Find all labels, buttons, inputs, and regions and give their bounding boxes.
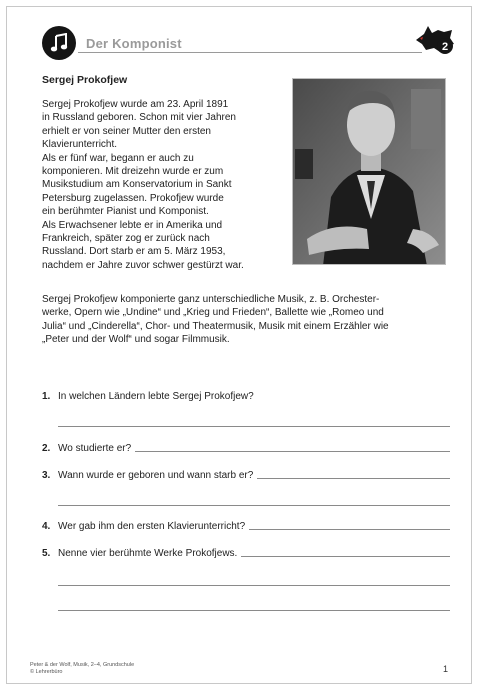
footer-source: Peter & der Wolf, Musik, 2–4, Grundschule xyxy=(30,662,135,668)
question-4 xyxy=(42,521,450,532)
answer-line[interactable] xyxy=(58,585,450,586)
bio-line: komponieren. Mit dreizehn wurde er zum xyxy=(42,166,224,178)
answer-line[interactable] xyxy=(241,555,450,557)
question-text: Wann wurde er geboren und wann starb er? xyxy=(58,470,254,481)
question-text: Wer gab ihm den ersten Klavierunterricht? xyxy=(58,521,246,532)
question-text: Wo studierte er? xyxy=(58,443,132,454)
composer-portrait-photo xyxy=(292,78,446,265)
bio-line: Musikstudium am Konservatorium in Sankt xyxy=(42,179,232,191)
answer-line[interactable] xyxy=(257,477,450,479)
answer-line[interactable] xyxy=(58,505,450,506)
section-title: Der Komponist xyxy=(86,36,182,51)
question-2 xyxy=(42,443,450,454)
question-number: 1. xyxy=(42,391,51,402)
question-text: Nenne vier berühmte Werke Prokofjews. xyxy=(58,548,238,559)
bio-line: nachdem er Jahre zuvor schwer gestürzt war. xyxy=(42,259,244,271)
answer-line[interactable] xyxy=(135,450,450,452)
music-note-icon xyxy=(42,26,76,60)
question-5 xyxy=(42,548,450,559)
answer-line[interactable] xyxy=(249,528,450,530)
bio-line: erhielt er von seiner Mutter den ersten xyxy=(42,125,211,137)
article-heading: Sergej Prokofjew xyxy=(42,74,128,86)
works-line: Sergej Prokofjew komponierte ganz unterschiedliche Musik, z. B. Orchester- xyxy=(42,294,380,305)
bio-line: Frankreich, später zog er zurück nach xyxy=(42,233,210,245)
bio-line: Klavierunterricht. xyxy=(42,139,118,151)
question-3 xyxy=(42,470,450,481)
bio-line: ein berühmter Pianist und Komponist. xyxy=(42,206,209,218)
footer-credits xyxy=(30,662,134,676)
bio-line: Als er fünf war, begann er auch zu xyxy=(42,152,194,164)
footer-copyright: © Lehrerbüro xyxy=(30,669,63,675)
bio-line: Petersburg zugelassen. Prokofjew wurde xyxy=(42,192,224,204)
question-1 xyxy=(42,391,450,402)
page-number: 1 xyxy=(443,664,449,674)
biography-text xyxy=(42,98,284,272)
question-number: 3. xyxy=(42,470,51,481)
question-text: In welchen Ländern lebte Sergej Prokofjew? xyxy=(58,391,254,402)
question-number: 5. xyxy=(42,548,51,559)
answer-line[interactable] xyxy=(58,610,450,611)
bio-line: Sergej Prokofjew wurde am 23. April 1891 xyxy=(42,99,229,110)
works-line: „Peter und der Wolf“ und sogar Filmmusik. xyxy=(42,334,230,346)
answer-line[interactable] xyxy=(58,426,450,427)
works-line: Julia“ und „Cinderella“, Chor- und Theatermusik, Musik mit einem Erzähler wie xyxy=(42,320,389,332)
works-paragraph xyxy=(42,293,442,347)
bio-line: Als Erwachsener lebte er in Amerika und xyxy=(42,219,223,231)
logo-number: 2 xyxy=(441,41,449,53)
bio-line: in Russland geboren. Schon mit vier Jahren xyxy=(42,112,236,124)
bio-line: Russland. Dort starb er am 5. März 1953, xyxy=(42,246,226,258)
wolf-icon xyxy=(414,24,456,56)
header-divider xyxy=(78,52,422,53)
works-line: werke, Opern wie „Undine“ und „Krieg und Frieden“, Ballette wie „Romeo und xyxy=(42,307,384,319)
question-number: 4. xyxy=(42,521,51,532)
question-number: 2. xyxy=(42,443,51,454)
